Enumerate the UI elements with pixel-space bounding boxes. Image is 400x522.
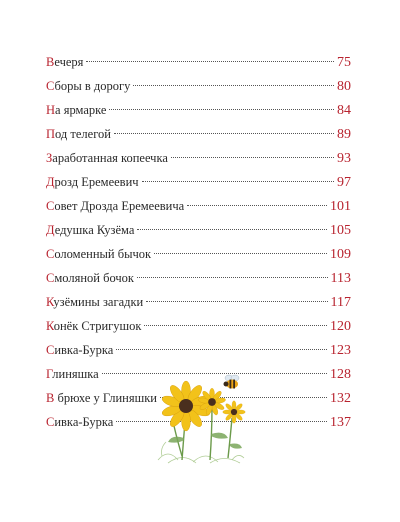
toc-entry-page: 128 xyxy=(330,367,351,382)
toc-entry-title xyxy=(46,170,139,194)
toc-entry-title-rest: ивка-Бурка xyxy=(54,415,114,429)
toc-entry-page: 113 xyxy=(330,271,351,286)
toc-entry[interactable] xyxy=(46,314,351,338)
toc-entry-initial: С xyxy=(46,343,55,357)
toc-entry-page: 123 xyxy=(330,343,351,358)
toc-entry-initial: Н xyxy=(46,103,56,117)
dot-leader xyxy=(133,85,334,86)
toc-entry-page: 89 xyxy=(337,127,351,142)
toc-entry-title xyxy=(46,50,83,74)
sunflowers-illustration xyxy=(148,368,258,468)
toc-entry[interactable] xyxy=(46,98,351,122)
toc-entry-title xyxy=(46,290,143,314)
toc-entry-initial: С xyxy=(46,247,55,261)
toc-entry-initial: Г xyxy=(46,367,53,381)
toc-entry-title xyxy=(46,242,151,266)
dot-leader xyxy=(116,349,327,350)
toc-entry-page: 120 xyxy=(330,319,351,334)
toc-entry[interactable] xyxy=(46,266,351,290)
toc-entry-title xyxy=(46,122,111,146)
toc-entry-title xyxy=(46,218,134,242)
toc-entry-page: 132 xyxy=(330,391,351,406)
toc-entry-title-rest: оломенный бычок xyxy=(54,247,152,261)
dot-leader xyxy=(142,181,334,182)
toc-entry-page: 105 xyxy=(330,223,351,238)
toc-entry-title-rest: розд Еремеевич xyxy=(54,175,139,189)
toc-entry-initial: С xyxy=(46,271,55,285)
toc-entry-page: 101 xyxy=(330,199,351,214)
toc-entry-title-rest: моляной бочок xyxy=(54,271,134,285)
toc-entry-title xyxy=(46,266,134,290)
toc-entry[interactable] xyxy=(46,170,351,194)
toc-entry-initial: Д xyxy=(46,175,55,189)
toc-entry-title xyxy=(46,338,113,362)
dot-leader xyxy=(154,253,327,254)
toc-entry-title-rest: боры в дорогу xyxy=(54,79,131,93)
toc-entry-title xyxy=(46,386,157,410)
dot-leader xyxy=(109,109,334,110)
toc-entry-title-rest: ечеря xyxy=(54,55,84,69)
toc-entry-initial: З xyxy=(46,151,53,165)
dot-leader xyxy=(86,61,334,62)
toc-entry-title xyxy=(46,98,106,122)
toc-entry-title-rest: ивка-Бурка xyxy=(54,343,114,357)
toc-entry-title-rest: узёмины загадки xyxy=(53,295,144,309)
toc-entry-title xyxy=(46,314,141,338)
toc-entry[interactable] xyxy=(46,290,351,314)
toc-entry[interactable] xyxy=(46,74,351,98)
toc-entry-title-rest: линяшка xyxy=(52,367,99,381)
toc-entry-initial: С xyxy=(46,415,55,429)
toc-entry-title xyxy=(46,410,113,434)
toc-entry-title-rest: едушка Кузёма xyxy=(54,223,135,237)
toc-entry-page: 93 xyxy=(337,151,351,166)
toc-entry-title xyxy=(46,194,184,218)
toc-entry[interactable] xyxy=(46,146,351,170)
toc-entry[interactable] xyxy=(46,122,351,146)
dot-leader xyxy=(114,133,334,134)
sunflower-right xyxy=(223,401,246,424)
toc-entry-page: 84 xyxy=(337,103,351,118)
dot-leader xyxy=(137,277,328,278)
toc-entry[interactable] xyxy=(46,338,351,362)
toc-entry-title-rest: овет Дрозда Еремеевича xyxy=(54,199,185,213)
toc-entry-initial: К xyxy=(46,319,54,333)
toc-entry-initial: В xyxy=(46,55,55,69)
dot-leader xyxy=(144,325,327,326)
toc-entry-title xyxy=(46,74,130,98)
toc-entry-page: 117 xyxy=(330,295,351,310)
toc-entry-page: 80 xyxy=(337,79,351,94)
toc-entry-title-rest: од телегой xyxy=(55,127,111,141)
toc-entry-initial: П xyxy=(46,127,56,141)
toc-entry[interactable] xyxy=(46,194,351,218)
toc-entry-page: 137 xyxy=(330,415,351,430)
toc-entry-initial: С xyxy=(46,199,55,213)
toc-entry-initial: К xyxy=(46,295,54,309)
toc-entry-title xyxy=(46,362,99,386)
sunflowers-and-bee-icon xyxy=(148,368,258,468)
toc-entry-title-rest: аработанная копеечка xyxy=(52,151,168,165)
toc-entry-title-rest: онёк Стригушок xyxy=(53,319,142,333)
bee-icon xyxy=(224,375,240,389)
toc-entry-page: 109 xyxy=(330,247,351,262)
toc-entry-title-rest: а ярмарке xyxy=(55,103,107,117)
toc-entry-initial: С xyxy=(46,79,55,93)
dot-leader xyxy=(187,205,327,206)
toc-entry[interactable] xyxy=(46,218,351,242)
dot-leader xyxy=(137,229,327,230)
toc-entry[interactable] xyxy=(46,242,351,266)
toc-entry-page: 97 xyxy=(337,175,351,190)
toc-entry-title xyxy=(46,146,168,170)
toc-entry-initial: Д xyxy=(46,223,55,237)
dot-leader xyxy=(146,301,327,302)
toc-entry-page: 75 xyxy=(337,55,351,70)
toc-entry-initial: В xyxy=(46,391,55,405)
dot-leader xyxy=(171,157,334,158)
toc-entry-title-rest: брюхе у Глиняшки xyxy=(54,391,157,405)
toc-entry[interactable] xyxy=(46,50,351,74)
